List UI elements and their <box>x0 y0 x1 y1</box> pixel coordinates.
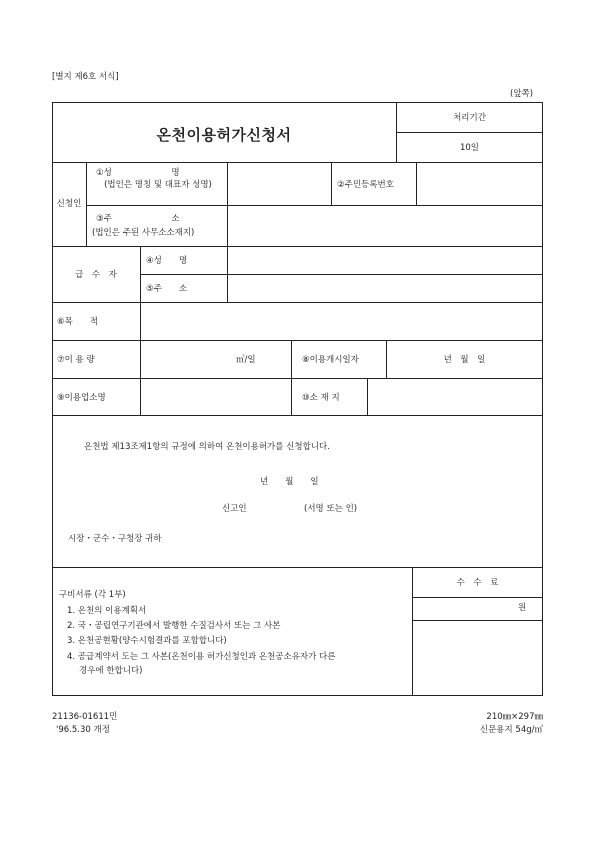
document-item-1: 1. 온천의 이용계획서 <box>67 606 147 616</box>
fee-unit: 원 <box>518 603 527 613</box>
purpose-field[interactable] <box>141 303 542 339</box>
usage-amount-label: ⑦이 용 량 <box>57 355 95 365</box>
supplier-name-label: ④성 명 <box>146 256 188 266</box>
signature-hint: (서명 또는 인) <box>304 504 358 514</box>
fee-label: 수 수 료 <box>456 578 499 588</box>
resident-number-label: ②주민등록번호 <box>337 180 394 190</box>
reporter-label: 신고인 <box>222 504 247 514</box>
paper-size: 210㎜×297㎜ <box>486 712 543 722</box>
purpose-label: ⑥목 적 <box>57 317 99 327</box>
document-item-2: 2. 국・공립연구기관에서 발행한 수질검사서 또는 그 사본 <box>67 621 281 631</box>
business-name-field[interactable] <box>141 379 290 414</box>
form-title: 온천이용허가신청서 <box>156 126 292 144</box>
start-date-value[interactable]: 년 월 일 <box>443 355 486 365</box>
addressee: 시장・군수・구청장 귀하 <box>68 534 162 544</box>
document-item-4-continued: 경우에 한합니다) <box>79 666 143 676</box>
applicant-address-label: ③주 소 <box>96 214 180 224</box>
supplier-address-label: ⑤주 소 <box>146 284 188 294</box>
applicant-address-sub: (법인은 주된 사무소소재지) <box>92 228 195 238</box>
applicant-address-field[interactable] <box>228 206 542 245</box>
processing-period-label: 처리기간 <box>453 113 486 123</box>
applicant-name-field[interactable] <box>228 163 330 204</box>
document-item-3: 3. 온천공현황(양수시험결과를 포함합니다) <box>67 636 227 646</box>
applicant-group-label: 신청인 <box>56 199 82 209</box>
application-statement: 온천법 제13조제1항의 규정에 의하여 온천이용허가를 신청합니다. <box>84 442 330 452</box>
usage-amount-field[interactable] <box>141 341 231 377</box>
start-date-label: ⑧이용개시일자 <box>302 355 359 365</box>
revision-date: '96.5.30 개정 <box>56 725 110 735</box>
document-item-4: 4. 공급계약서 도는 그 사본(온천이용 허가신청인과 온천공소유자가 다른 <box>67 652 336 662</box>
supplier-name-field[interactable] <box>228 247 542 273</box>
business-location-label: ⑩소 재 지 <box>302 393 340 403</box>
form-number-label: [별지 제6호 서식] <box>52 72 119 82</box>
applicant-name-sub: (법인은 명칭 및 대표자 성명) <box>104 180 212 190</box>
applicant-name-label: ①성 명 <box>96 168 180 178</box>
application-date: 년 월 일 <box>260 477 319 487</box>
form-code: 21136-01611민 <box>52 712 118 722</box>
processing-period-value: 10일 <box>459 143 480 153</box>
front-side-label: (앞쪽) <box>510 89 534 99</box>
supplier-group-label: 급 수 자 <box>75 270 117 280</box>
business-location-field[interactable] <box>368 379 542 414</box>
required-documents-title: 구비서류 (각 1부) <box>59 590 126 600</box>
supplier-address-field[interactable] <box>228 275 542 301</box>
paper-type: 신문용지 54g/㎡ <box>479 725 543 735</box>
usage-amount-unit: ㎥/일 <box>236 355 256 365</box>
business-name-label: ⑨이용업소명 <box>57 393 106 403</box>
resident-number-field[interactable] <box>417 163 542 204</box>
